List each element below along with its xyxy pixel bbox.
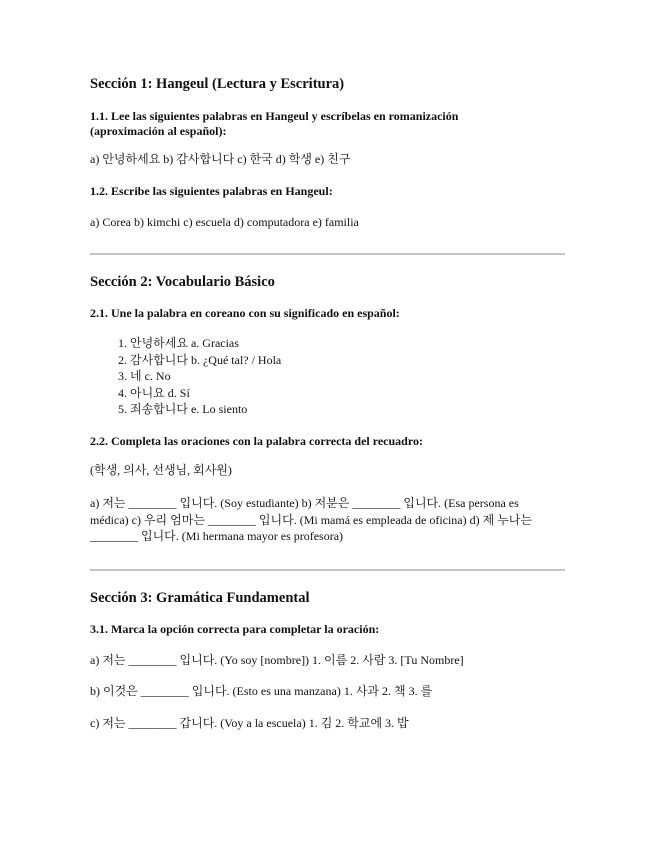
question-1-1-words: a) 안녕하세요 b) 감사합니다 c) 한국 d) 학생 e) 친구 [90, 152, 351, 166]
list-item: 2. 감사합니다 b. ¿Qué tal? / Hola [130, 352, 281, 369]
grammar-line-c: c) 저는 ________ 갑니다. (Voy a la escuela) 1. 김 2. 학교에 3. 밥 [90, 716, 409, 730]
question-2-2-sentences: a) 저는 ________ 입니다. (Soy estudiante) b) 저분은 ________ 입니다. (Esa persona es médica) c) 우리 엄마는 ________ 입니다. (Mi mamá es empleada de oficina) d) 제 누나는 ________ 입니다. (Mi hermana mayor es profesora) [90, 496, 532, 543]
list-item: 5. 죄송합니다 e. Lo siento [130, 401, 281, 418]
list-item: 4. 아니요 d. Sí [130, 385, 281, 402]
list-item: 3. 네 c. No [130, 368, 281, 385]
section-3-title: Sección 3: Gramática Fundamental [90, 590, 310, 606]
question-3-1-title: 3.1. Marca la opción correcta para completar la oración: [90, 622, 380, 636]
section-divider [90, 569, 565, 571]
matching-list [90, 335, 281, 418]
question-2-2-title: 2.2. Completa las oraciones con la palabra correcta del recuadro: [90, 434, 423, 448]
section-1-title: Sección 1: Hangeul (Lectura y Escritura) [90, 76, 345, 92]
section-2-title: Sección 2: Vocabulario Básico [90, 274, 275, 290]
list-item: 1. 안녕하세요 a. Gracias [130, 335, 281, 352]
question-1-2-words: a) Corea b) kimchi c) escuela d) computadora e) familia [90, 215, 359, 229]
question-2-1-title: 2.1. Une la palabra en coreano con su significado en español: [90, 306, 400, 320]
section-divider [90, 253, 565, 255]
question-1-2-title: 1.2. Escribe las siguientes palabras en Hangeul: [90, 184, 333, 198]
word-box: (학생, 의사, 선생님, 회사원) [90, 463, 232, 477]
question-1-1-title: 1.1. Lee las siguientes palabras en Hangeul y escríbelas en romanización (aproximación al español): [90, 109, 459, 138]
grammar-line-b: b) 이것은 ________ 입니다. (Esto es una manzana) 1. 사과 2. 책 3. 를 [90, 684, 433, 698]
grammar-line-a: a) 저는 ________ 입니다. (Yo soy [nombre]) 1. 이름 2. 사람 3. [Tu Nombre] [90, 653, 464, 667]
